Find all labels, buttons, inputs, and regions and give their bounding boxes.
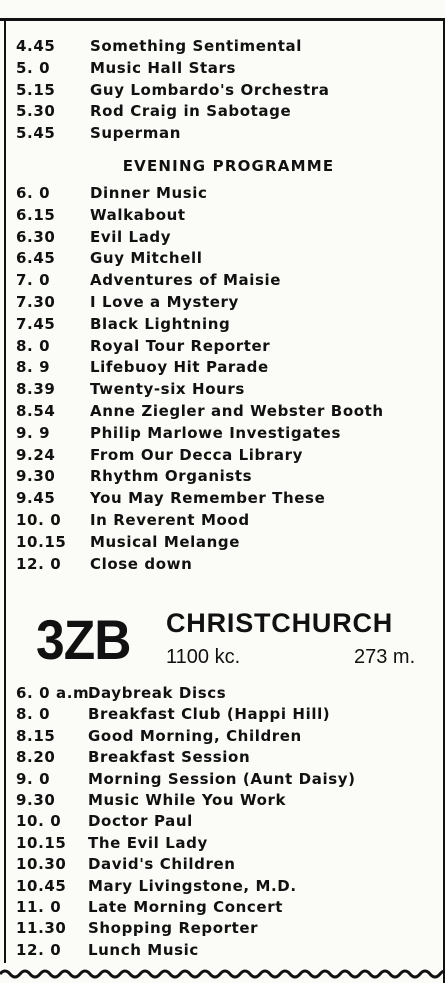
schedule-row [16, 123, 441, 145]
time-slot: 10.45 [16, 876, 67, 895]
time-slot: 8. 0 [16, 336, 51, 355]
schedule-row [16, 183, 441, 205]
time-slot: 7.45 [16, 314, 56, 333]
schedule-row [16, 270, 441, 292]
schedule-row [16, 36, 441, 58]
time-slot: 9.45 [16, 489, 56, 508]
programme-title: Breakfast Session [88, 748, 251, 767]
schedule-row [16, 357, 441, 379]
schedule-row [16, 704, 441, 725]
station-callsign: 3ZB [36, 608, 131, 671]
programme-title: Musical Melange [90, 532, 241, 551]
time-slot: 8. 0 [16, 705, 51, 724]
evening-programme-heading: EVENING PROGRAMME [122, 157, 335, 175]
schedule-row [16, 227, 441, 249]
schedule-row [16, 205, 441, 227]
schedule-row [16, 897, 441, 918]
time-slot: 9. 9 [16, 423, 51, 442]
schedule-row [16, 854, 441, 875]
programme-title: Evil Lady [90, 227, 172, 246]
schedule-row [16, 336, 441, 358]
programme-title: I Love a Mystery [90, 292, 239, 311]
programme-title: David's Children [88, 855, 236, 874]
top-rule [0, 18, 445, 21]
schedule-row [16, 726, 441, 747]
time-slot: 5.30 [16, 102, 56, 121]
programme-title: Close down [90, 554, 193, 573]
programme-title: Breakfast Club (Happi Hill) [88, 705, 331, 724]
schedule-row [16, 747, 441, 768]
schedule-row [16, 940, 441, 961]
time-slot: 12. 0 [16, 554, 62, 573]
christchurch-schedule [16, 683, 441, 961]
programme-title: Morning Session (Aunt Daisy) [88, 769, 356, 788]
time-slot: 9.30 [16, 790, 56, 809]
schedule-row [16, 58, 441, 80]
programme-title: Lifebuoy Hit Parade [90, 358, 269, 377]
schedule-row [16, 811, 441, 832]
time-slot: 10. 0 [16, 510, 62, 529]
programme-title: Daybreak Discs [88, 684, 227, 702]
schedule-row [16, 769, 441, 790]
schedule-row [16, 532, 441, 554]
time-slot: 11. 0 [16, 897, 62, 916]
decorative-wave-border [0, 966, 445, 983]
programme-title: Shopping Reporter [88, 919, 259, 938]
time-slot: 12. 0 [16, 940, 62, 959]
programme-title: Mary Livingstone, M.D. [88, 876, 297, 895]
programme-title: Walkabout [90, 205, 186, 224]
programme-title: In Reverent Mood [90, 510, 250, 529]
time-slot: 10. 0 [16, 812, 62, 831]
schedule-row [16, 379, 441, 401]
schedule-row [16, 423, 441, 445]
programme-title: Lunch Music [88, 940, 199, 959]
schedule-row [16, 314, 441, 336]
time-slot: 6.30 [16, 227, 56, 246]
schedule-row [16, 248, 441, 270]
time-slot: 9. 0 [16, 769, 51, 788]
morning-rows [16, 704, 441, 961]
time-slot: 7.30 [16, 292, 56, 311]
time-slot: 6. 0 [16, 184, 51, 202]
schedule-row [16, 466, 441, 488]
station-name: CHRISTCHURCH [166, 608, 394, 638]
schedule-row [16, 401, 441, 423]
programme-title: Royal Tour Reporter [90, 336, 271, 355]
time-slot: 10.15 [16, 833, 67, 852]
schedule-row [16, 488, 441, 510]
evening-schedule [16, 183, 441, 575]
programme-title: Guy Mitchell [90, 249, 203, 268]
programme-title: Music Hall Stars [90, 58, 236, 77]
programme-title: Superman [90, 124, 182, 143]
programme-title: The Evil Lady [88, 833, 208, 852]
time-slot: 8.54 [16, 401, 56, 420]
programme-title: Rhythm Organists [90, 467, 253, 486]
programme-title: Dinner Music [90, 184, 208, 202]
programme-title: Something Sentimental [90, 37, 303, 55]
programme-title: Late Morning Concert [88, 897, 283, 916]
schedule-row [16, 876, 441, 897]
programme-title: Twenty-six Hours [90, 380, 245, 399]
time-slot: 7. 0 [16, 271, 51, 290]
schedule-row [16, 790, 441, 811]
programme-title: Good Morning, Children [88, 726, 302, 745]
schedule-row [16, 80, 441, 102]
time-slot: 8. 9 [16, 358, 51, 377]
programme-title: You May Remember These [90, 489, 326, 508]
programme-title: Black Lightning [90, 314, 231, 333]
time-slot: 8.39 [16, 380, 56, 399]
station-frequency: 1100 kc. [166, 646, 241, 668]
time-slot: 4.45 [16, 37, 56, 55]
time-slot: 6.45 [16, 249, 56, 268]
programme-title: Music While You Work [88, 790, 287, 809]
schedule-row [16, 918, 441, 939]
time-slot: 5.15 [16, 80, 56, 99]
time-slot: 9.30 [16, 467, 56, 486]
time-slot: 10.30 [16, 855, 67, 874]
programme-title: Rod Craig in Sabotage [90, 102, 292, 121]
programme-title: Philip Marlowe Investigates [90, 423, 341, 442]
time-slot: 10.15 [16, 532, 67, 551]
time-slot: 6. 0 a.m. [16, 684, 96, 702]
schedule-row [16, 292, 441, 314]
programme-title: Adventures of Maisie [90, 271, 282, 290]
time-slot: 5.45 [16, 124, 56, 143]
programme-title: Guy Lombardo's Orchestra [90, 80, 330, 99]
programme-title: From Our Decca Library [90, 445, 303, 464]
time-slot: 8.20 [16, 748, 56, 767]
schedule-row [16, 683, 441, 704]
time-slot: 11.30 [16, 919, 67, 938]
time-slot: 5. 0 [16, 58, 51, 77]
schedule-row [16, 833, 441, 854]
time-slot: 8.15 [16, 726, 56, 745]
station-wavelength: 273 m. [354, 646, 416, 668]
schedule-row [16, 554, 441, 576]
schedule-row [16, 445, 441, 467]
afternoon-schedule [16, 36, 441, 145]
programme-title: Doctor Paul [88, 812, 193, 831]
time-slot: 9.24 [16, 445, 56, 464]
left-rule [4, 18, 6, 963]
programme-title: Anne Ziegler and Webster Booth [90, 401, 384, 420]
schedule-row [16, 510, 441, 532]
schedule-row [16, 101, 441, 123]
time-slot: 6.15 [16, 205, 56, 224]
